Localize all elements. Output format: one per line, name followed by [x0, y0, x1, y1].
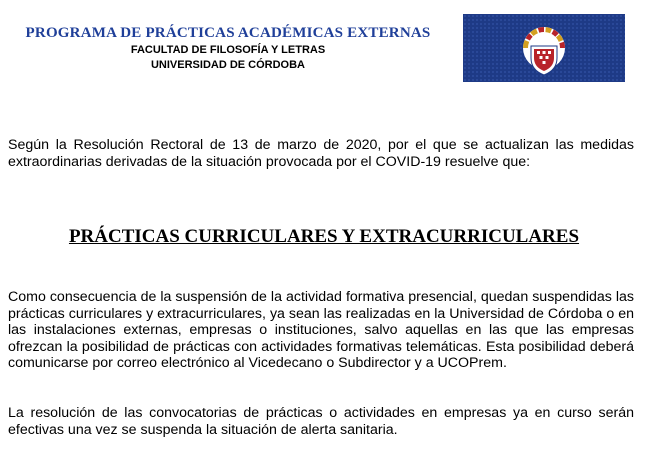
university-name: UNIVERSIDAD DE CÓRDOBA — [150, 59, 305, 71]
faculty-name: FACULTAD DE FILOSOFÍA Y LETRAS — [130, 44, 326, 56]
body-paragraph-1: Como consecuencia de la suspensión de la actividad formativa presencial, quedan suspendidas las prácticas curriculares y extracurriculares, ya sean las realizadas en la Universidad de Córdoba o en las instalaciones externas, empresas o instituciones, salvo aquellas en las que las empresas ofrezcan la posibilidad de prácticas con actividades formativas telemáticas. Esta posibilidad deberá comunicarse por correo electrónico al Vicedecano o Subdirector y a UCOPrem. — [8, 289, 634, 371]
intro-paragraph: Según la Resolución Rectoral de 13 de marzo de 2020, por el que se actualizan las medidas extraordinarias derivadas de la situación provocada por el COVID-19 resuelve que: — [8, 137, 634, 170]
program-title: PROGRAMA DE PRÁCTICAS ACADÉMICAS EXTERNAS — [25, 25, 431, 41]
document-header — [0, 0, 648, 86]
header-text-block — [0, 0, 456, 73]
university-crest-icon — [519, 18, 569, 78]
section-title: PRÁCTICAS CURRICULARES Y EXTRACURRICULARES — [68, 226, 580, 247]
body-paragraph-2: La resolución de las convocatorias de prácticas o actividades en empresas ya en curso serán efectivas una vez se suspenda la situación de alerta sanitaria. — [8, 405, 634, 438]
university-logo — [463, 14, 625, 82]
